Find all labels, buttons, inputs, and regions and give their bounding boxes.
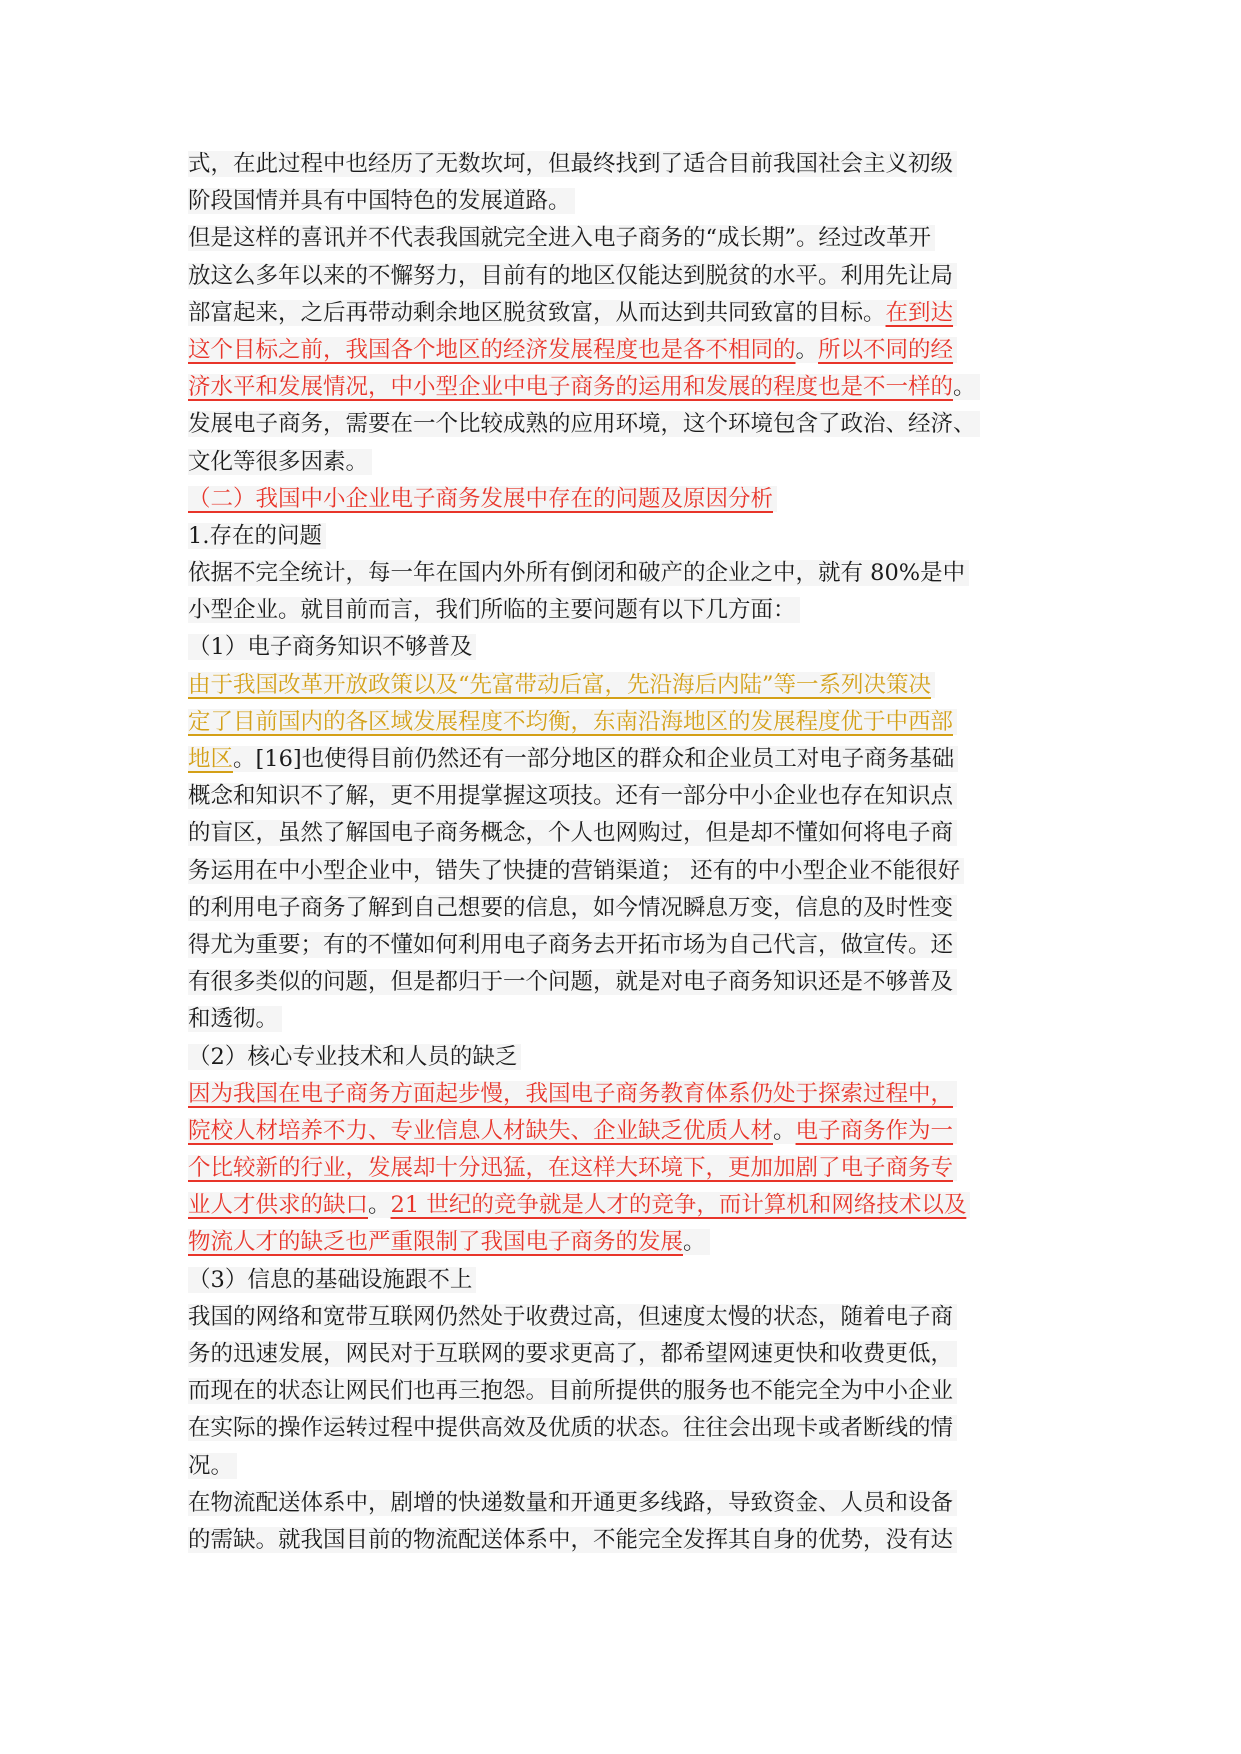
text-run: 。 [795,336,819,363]
text-run: 但是这样的喜讯并不代表我国就完全进入电子商务的“成长期”。经过改革开 [188,225,932,252]
text-run: 我国的网络和宽带互联网仍然处于收费过高，但速度太慢的状态，随着电子商 [188,1303,954,1330]
text-line [188,518,1078,555]
text-run: 。 [953,374,976,401]
text-line-content [188,1006,282,1032]
text-run: 的利用电子商务了解到自己想要的信息，如今情况瞬息万变，信息的及时性变 [188,894,954,921]
marked-text-run: 定了目前国内的各区域发展程度不均衡，东南沿海地区的发展程度优于中西部 [188,708,954,735]
text-line [188,778,1078,815]
highlighted-text-run: 21 世纪的竞争就是人才的竞争，而计算机和网络技术以及 [390,1192,967,1219]
marked-text-run: 由于我国改革开放政策以及“先富带动后富，先沿海后内陆”等一系列决策决 [188,671,932,698]
text-line-content [188,858,964,884]
text-run: 文化等很多因素。 [188,448,369,475]
text-run: 在实际的操作运转过程中提供高效及优质的状态。往往会出现卡或者断线的情 [188,1415,954,1442]
text-run: 和透彻。 [188,1006,279,1033]
text-line [188,853,1078,890]
text-line-content [188,597,800,623]
text-run: （3）信息的基础设施跟不上 [188,1266,473,1293]
text-line-content [188,1229,710,1255]
highlighted-text-run: 这个目标之前，我国各个地区的经济发展程度也是各不相同的 [188,336,796,363]
text-line-content [188,1155,957,1181]
text-line [188,1373,1078,1410]
text-line-content [188,672,935,698]
text-line-content [188,263,957,289]
text-line [188,741,1078,778]
highlighted-text-run: 因为我国在电子商务方面起步慢，我国电子商务教育体系仍处于探索过程中， [188,1080,954,1107]
text-line [188,295,1078,332]
text-run: （1）电子商务知识不够普及 [188,634,473,661]
text-run: 。 [368,1192,391,1219]
text-run: 而现在的状态让网民们也再三抱怨。目前所提供的服务也不能完全为中小企业 [188,1378,954,1405]
text-line-content [188,1304,957,1330]
text-run: 放这么多年以来的不懈努力，目前有的地区仅能达到脱贫的水平。利用先让局 [188,262,954,289]
text-run: 况。 [188,1452,234,1479]
text-line-content [188,1118,957,1144]
text-line [188,555,1078,592]
text-line [188,1485,1078,1522]
text-line [188,927,1078,964]
text-run: （2）核心专业技术和人员的缺乏 [188,1043,518,1070]
text-line [188,1448,1078,1485]
text-line [188,183,1078,220]
text-run: 1.存在的问题 [188,522,322,549]
highlighted-text-run: 院校人材培养不力、专业信息人材缺失、企业缺乏优质人材 [188,1117,774,1144]
text-line-content [188,1527,957,1553]
text-line [188,629,1078,666]
text-line [188,890,1078,927]
text-run: 。[16]也使得目前仍然还有一部分地区的群众和企业员工对电子商务基础 [233,746,955,772]
text-run: 的需缺。就我国目前的物流配送体系中，不能完全发挥其自身的优势，没有达 [188,1526,954,1553]
text-line-content [188,449,372,475]
text-run: 得尤为重要；有的不懂如何利用电子商务去开拓市场为自己代言，做宣传。还 [188,931,954,958]
text-line [188,964,1078,1001]
text-line-content [188,1490,957,1516]
text-run: 概念和知识不了解，更不用提掌握这项技。还有一部分中小企业也存在知识点 [188,783,954,810]
document-body [188,146,1078,1559]
text-line [188,1001,1078,1038]
highlighted-text-run: 物流人才的缺乏也严重限制了我国电子商务的发展 [188,1229,684,1256]
text-line-content [188,709,957,735]
text-line [188,1039,1078,1076]
text-line [188,146,1078,183]
text-line [188,592,1078,629]
text-line [188,704,1078,741]
text-line [188,444,1078,481]
text-line [188,332,1078,369]
text-line-content [188,1415,957,1441]
text-line-content [188,486,777,512]
text-run: 在物流配送体系中，剧增的快递数量和开通更多线路，导致资金、人员和设备 [188,1489,954,1516]
marked-text-run: 地区 [188,746,234,772]
text-line-content [188,820,957,846]
text-line-content [188,1378,957,1404]
text-line [188,481,1078,518]
highlighted-text-run: 所以不同的经 [818,336,954,363]
text-line-content [188,300,957,326]
text-line [188,1224,1078,1261]
highlighted-text-run: 济水平和发展情况，中小型企业中电子商务的运用和发展的程度也是不一样的 [188,374,954,401]
text-line-content [188,1192,970,1218]
text-line [188,1262,1078,1299]
text-line [188,1113,1078,1150]
highlighted-text-run: 个比较新的行业，发展却十分迅猛，在这样大环境下，更加加剧了电子商务专 [188,1155,954,1182]
text-run: 小型企业。就目前而言，我们所临的主要问题有以下几方面： [188,597,796,624]
text-line [188,1522,1078,1559]
text-line [188,1299,1078,1336]
text-run: 依据不完全统计，每一年在国内外所有倒闭和破产的企业之中，就有 80%是中 [188,560,966,587]
text-run: 务的迅速发展，网民对于互联网的要求更高了，都希望网速更快和收费更低， [188,1341,954,1367]
text-line [188,1076,1078,1113]
text-run: 发展电子商务，需要在一个比较成熟的应用环境，这个环境包含了政治、经济、 [188,411,976,438]
text-line-content [188,188,575,214]
highlighted-text-run: 在到达 [885,299,954,326]
text-run: 式，在此过程中也经历了无数坎坷，但最终找到了适合目前我国社会主义初级 [188,151,954,177]
text-run: 务运用在中小型企业中，错失了快捷的营销渠道； 还有的中小型企业不能很好 [188,857,961,884]
text-line [188,369,1078,406]
text-line [188,667,1078,704]
highlighted-text-run: （二）我国中小企业电子商务发展中存在的问题及原因分析 [188,485,774,512]
text-line-content [188,783,957,809]
text-line [188,1336,1078,1373]
text-line-content [188,1044,521,1070]
text-line [188,406,1078,443]
text-line-content [188,1453,237,1479]
text-line [188,258,1078,295]
text-line [188,1187,1078,1224]
text-line [188,220,1078,257]
text-line-content [188,1341,957,1367]
text-line [188,1150,1078,1187]
text-line-content [188,895,957,921]
text-run: 有很多类似的问题，但是都归于一个问题，就是对电子商务知识还是不够普及 [188,969,954,996]
text-run: 。 [683,1229,706,1256]
text-line [188,1410,1078,1447]
highlighted-text-run: 业人才供求的缺口 [188,1192,369,1219]
text-line-content [188,1267,476,1293]
text-line-content [188,634,476,660]
text-run: 的盲区，虽然了解国电子商务概念，个人也网购过，但是却不懂如何将电子商 [188,820,954,847]
text-line-content [188,225,935,251]
text-line-content [188,523,326,549]
text-line-content [188,560,969,586]
text-run: 阶段国情并具有中国特色的发展道路。 [188,188,571,215]
text-run: 。 [773,1117,796,1144]
highlighted-text-run: 电子商务作为一 [795,1117,954,1144]
text-run: 部富起来，之后再带动剩余地区脱贫致富，从而达到共同致富的目标。 [188,299,886,326]
text-line-content [188,337,957,363]
text-line [188,815,1078,852]
text-line-content [188,746,958,772]
text-line-content [188,969,957,995]
text-line-content [188,151,957,177]
text-line-content [188,932,957,958]
text-line-content [188,1081,957,1107]
text-line-content [188,374,980,400]
text-line-content [188,411,980,437]
